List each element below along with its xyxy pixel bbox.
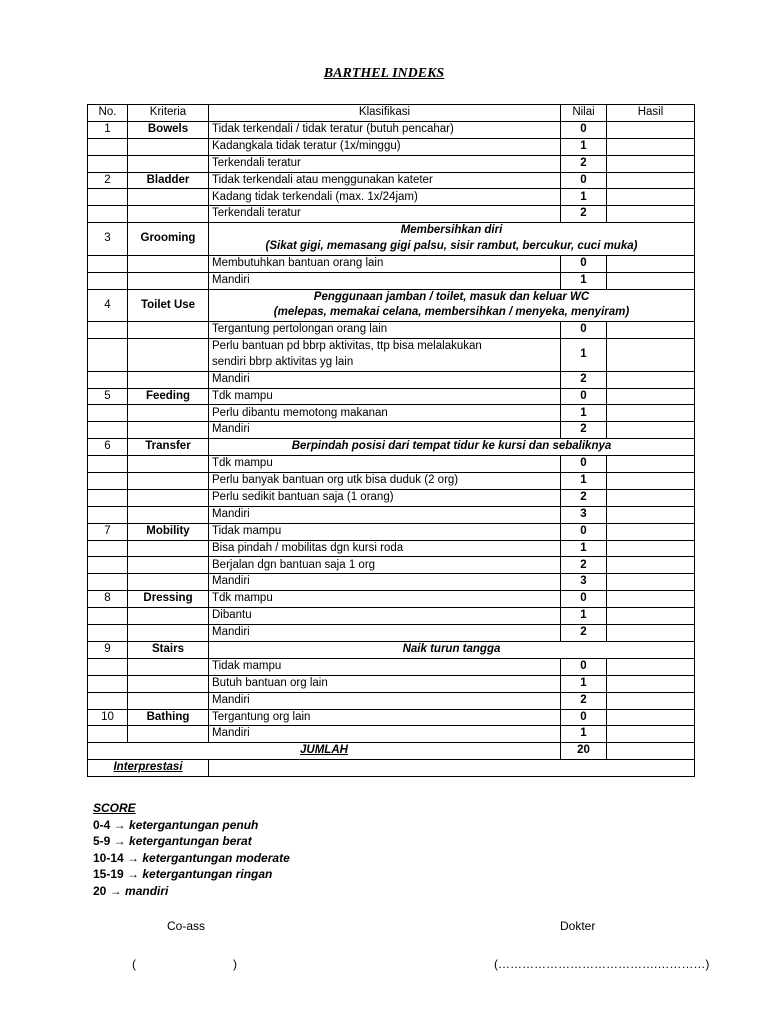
row-hasil — [607, 523, 695, 540]
row-kriteria: Toilet Use — [128, 289, 209, 322]
row-no — [88, 138, 128, 155]
row-klasifikasi — [209, 658, 561, 675]
row-no — [88, 155, 128, 172]
row-no — [88, 540, 128, 557]
row-kriteria — [128, 608, 209, 625]
row-nilai: 0 — [561, 172, 607, 189]
row-no — [88, 489, 128, 506]
row-hasil — [607, 456, 695, 473]
jumlah-label: JUMLAH — [300, 744, 348, 757]
row-no — [88, 506, 128, 523]
row-hasil — [607, 506, 695, 523]
table-row — [88, 223, 695, 256]
row-no: 3 — [88, 223, 128, 256]
coass-paren-close: ) — [233, 957, 237, 971]
row-kriteria — [128, 138, 209, 155]
klasifikasi-text: Mandiri — [212, 727, 250, 740]
row-hasil — [607, 121, 695, 138]
row-no: 1 — [88, 121, 128, 138]
row-hasil — [607, 405, 695, 422]
klasifikasi-text: Mandiri — [212, 575, 250, 588]
klasifikasi-text: Mandiri — [212, 626, 250, 639]
table-row — [88, 473, 695, 490]
row-nilai: 1 — [561, 675, 607, 692]
row-kriteria — [128, 557, 209, 574]
klasifikasi-text: Perlu bantuan pd bbrp aktivitas, ttp bisa melalakukan — [212, 340, 482, 353]
section-line: Penggunaan jamban / toilet, masuk dan keluar WC — [313, 290, 590, 303]
row-klasifikasi — [209, 692, 561, 709]
row-kriteria — [128, 489, 209, 506]
klasifikasi-text: Dibantu — [212, 609, 252, 622]
row-kriteria — [128, 456, 209, 473]
klasifikasi-text: Tidak mampu — [212, 659, 282, 672]
row-nilai: 2 — [561, 206, 607, 223]
row-nilai: 2 — [561, 625, 607, 642]
row-no — [88, 422, 128, 439]
barthel-table — [87, 104, 695, 777]
row-no: 8 — [88, 591, 128, 608]
row-no — [88, 557, 128, 574]
row-klasifikasi — [209, 608, 561, 625]
klasifikasi-text: Tidak terkendali / tidak teratur (butuh pencahar) — [212, 122, 454, 135]
table-row — [88, 289, 695, 322]
klasifikasi-text: Bisa pindah / mobilitas dgn kursi roda — [212, 541, 404, 554]
row-no — [88, 473, 128, 490]
table-row — [88, 675, 695, 692]
row-nilai: 1 — [561, 726, 607, 743]
row-no — [88, 726, 128, 743]
table-row — [88, 506, 695, 523]
klasifikasi-text: Tidak mampu — [212, 524, 282, 537]
section-description — [209, 289, 695, 322]
row-kriteria — [128, 726, 209, 743]
table-row — [88, 540, 695, 557]
row-hasil — [607, 692, 695, 709]
interpretasi-label-cell — [88, 760, 209, 777]
row-klasifikasi — [209, 625, 561, 642]
row-nilai: 0 — [561, 322, 607, 339]
row-hasil — [607, 339, 695, 372]
row-hasil — [607, 422, 695, 439]
row-kriteria: Feeding — [128, 388, 209, 405]
row-hasil — [607, 625, 695, 642]
row-no — [88, 625, 128, 642]
row-hasil — [607, 675, 695, 692]
row-kriteria — [128, 574, 209, 591]
row-klasifikasi — [209, 473, 561, 490]
row-hasil — [607, 658, 695, 675]
table-row — [88, 206, 695, 223]
klasifikasi-text: Mandiri — [212, 372, 250, 385]
row-hasil — [607, 608, 695, 625]
coass-paren-open: ( — [132, 957, 136, 971]
klasifikasi-text-2: sendiri bbrp aktivitas yg lain — [212, 355, 354, 368]
table-row — [88, 608, 695, 625]
arrow-icon: → — [110, 834, 130, 849]
table-row — [88, 121, 695, 138]
row-klasifikasi — [209, 121, 561, 138]
row-hasil — [607, 272, 695, 289]
row-nilai: 0 — [561, 255, 607, 272]
header-klasifikasi: Klasifikasi — [209, 105, 561, 122]
row-nilai: 0 — [561, 523, 607, 540]
header-kriteria: Kriteria — [128, 105, 209, 122]
row-no — [88, 658, 128, 675]
row-kriteria — [128, 339, 209, 372]
row-klasifikasi — [209, 557, 561, 574]
score-range: 10-14 — [93, 850, 124, 865]
klasifikasi-text: Tergantung org lain — [212, 710, 311, 723]
table-row — [88, 692, 695, 709]
row-kriteria — [128, 506, 209, 523]
table-row — [88, 339, 695, 372]
row-klasifikasi — [209, 422, 561, 439]
table-row — [88, 456, 695, 473]
row-no — [88, 339, 128, 372]
row-no: 9 — [88, 641, 128, 658]
row-kriteria: Bathing — [128, 709, 209, 726]
dokter-label: Dokter — [560, 919, 596, 933]
score-item — [93, 850, 290, 867]
row-klasifikasi — [209, 388, 561, 405]
row-nilai: 1 — [561, 608, 607, 625]
table-row — [88, 591, 695, 608]
score-item — [93, 817, 290, 834]
row-klasifikasi — [209, 540, 561, 557]
row-kriteria — [128, 540, 209, 557]
score-range: 15-19 — [93, 867, 124, 882]
row-kriteria — [128, 692, 209, 709]
klasifikasi-text: Tergantung pertolongan orang lain — [212, 323, 388, 336]
row-klasifikasi — [209, 574, 561, 591]
interpretasi-label: Interprestasi — [113, 761, 183, 774]
row-hasil — [607, 557, 695, 574]
table-row — [88, 255, 695, 272]
row-kriteria — [128, 189, 209, 206]
klasifikasi-text: Perlu dibantu memotong makanan — [212, 406, 388, 419]
section-description — [209, 439, 695, 456]
section-line: Berpindah posisi dari tempat tidur ke kursi dan sebaliknya — [291, 440, 612, 453]
row-klasifikasi — [209, 489, 561, 506]
table-row — [88, 371, 695, 388]
klasifikasi-text: Perlu sedikit bantuan saja (1 orang) — [212, 490, 394, 503]
table-row — [88, 388, 695, 405]
row-nilai: 1 — [561, 189, 607, 206]
klasifikasi-text: Terkendali teratur — [212, 156, 301, 169]
header-hasil: Hasil — [607, 105, 695, 122]
klasifikasi-text: Perlu banyak bantuan org utk bisa duduk (2 org) — [212, 474, 459, 487]
interpretasi-value — [209, 760, 695, 777]
row-hasil — [607, 155, 695, 172]
jumlah-nilai: 20 — [561, 743, 607, 760]
section-line-2: (Sikat gigi, memasang gigi palsu, sisir rambut, bercukur, cuci muka) — [265, 240, 638, 253]
klasifikasi-text: Butuh bantuan org lain — [212, 676, 328, 689]
row-no: 7 — [88, 523, 128, 540]
score-text: ketergantungan penuh — [129, 817, 259, 832]
row-nilai: 1 — [561, 272, 607, 289]
table-row — [88, 709, 695, 726]
row-no — [88, 675, 128, 692]
table-row — [88, 641, 695, 658]
row-kriteria — [128, 675, 209, 692]
row-hasil — [607, 322, 695, 339]
klasifikasi-text: Tdk mampu — [212, 389, 273, 402]
section-line: Naik turun tangga — [402, 642, 501, 655]
row-hasil — [607, 574, 695, 591]
score-item — [93, 833, 290, 850]
row-nilai: 1 — [561, 473, 607, 490]
table-row — [88, 439, 695, 456]
row-klasifikasi — [209, 155, 561, 172]
row-hasil — [607, 726, 695, 743]
row-nilai: 1 — [561, 405, 607, 422]
row-nilai: 0 — [561, 456, 607, 473]
table-row — [88, 322, 695, 339]
row-klasifikasi — [209, 172, 561, 189]
row-kriteria — [128, 255, 209, 272]
row-no — [88, 371, 128, 388]
klasifikasi-text: Tidak terkendali atau menggunakan kateter — [212, 173, 433, 186]
table-row — [88, 557, 695, 574]
score-text: ketergantungan ringan — [142, 867, 273, 882]
klasifikasi-text: Mandiri — [212, 693, 250, 706]
row-no — [88, 405, 128, 422]
row-kriteria — [128, 422, 209, 439]
klasifikasi-text: Mandiri — [212, 507, 250, 520]
row-no: 10 — [88, 709, 128, 726]
score-item — [93, 866, 290, 883]
arrow-icon: → — [123, 867, 143, 882]
klasifikasi-text: Kadang tidak terkendali (max. 1x/24jam) — [212, 190, 418, 203]
table-row — [88, 189, 695, 206]
table-header-row — [88, 105, 695, 122]
row-klasifikasi — [209, 523, 561, 540]
klasifikasi-text: Mandiri — [212, 423, 250, 436]
table-row — [88, 658, 695, 675]
row-nilai: 0 — [561, 709, 607, 726]
row-no — [88, 189, 128, 206]
row-no — [88, 272, 128, 289]
row-kriteria — [128, 272, 209, 289]
row-nilai: 1 — [561, 339, 607, 372]
row-klasifikasi — [209, 339, 561, 372]
row-hasil — [607, 540, 695, 557]
table-row — [88, 172, 695, 189]
row-nilai: 3 — [561, 574, 607, 591]
table-row — [88, 726, 695, 743]
row-kriteria: Dressing — [128, 591, 209, 608]
section-line-2: (melepas, memakai celana, membersihkan / menyeka, menyiram) — [273, 306, 630, 319]
row-klasifikasi — [209, 675, 561, 692]
row-nilai: 1 — [561, 138, 607, 155]
row-kriteria — [128, 658, 209, 675]
row-klasifikasi — [209, 726, 561, 743]
row-no: 5 — [88, 388, 128, 405]
row-kriteria: Grooming — [128, 223, 209, 256]
row-no: 2 — [88, 172, 128, 189]
row-hasil — [607, 138, 695, 155]
interpretasi-row — [88, 760, 695, 777]
row-nilai: 2 — [561, 557, 607, 574]
row-kriteria: Bowels — [128, 121, 209, 138]
table-row — [88, 422, 695, 439]
row-kriteria: Stairs — [128, 641, 209, 658]
row-klasifikasi — [209, 322, 561, 339]
table-row — [88, 272, 695, 289]
score-range: 20 — [93, 883, 107, 898]
header-no: No. — [88, 105, 128, 122]
table-row — [88, 138, 695, 155]
row-hasil — [607, 206, 695, 223]
score-item — [93, 883, 290, 900]
score-range: 0-4 — [93, 817, 111, 832]
klasifikasi-text: Tdk mampu — [212, 457, 273, 470]
row-kriteria: Transfer — [128, 439, 209, 456]
row-nilai: 2 — [561, 422, 607, 439]
row-klasifikasi — [209, 591, 561, 608]
row-nilai: 2 — [561, 489, 607, 506]
row-no — [88, 608, 128, 625]
score-text: mandiri — [125, 883, 169, 898]
row-no — [88, 322, 128, 339]
arrow-icon: → — [106, 883, 126, 898]
score-text: ketergantungan moderate — [142, 850, 290, 865]
arrow-icon: → — [123, 850, 143, 865]
table-row — [88, 489, 695, 506]
row-klasifikasi — [209, 506, 561, 523]
row-nilai: 2 — [561, 692, 607, 709]
row-nilai: 1 — [561, 540, 607, 557]
row-hasil — [607, 473, 695, 490]
score-legend — [93, 800, 290, 900]
row-kriteria — [128, 625, 209, 642]
arrow-icon: → — [110, 817, 130, 832]
jumlah-row — [88, 743, 695, 760]
row-kriteria — [128, 155, 209, 172]
row-hasil — [607, 388, 695, 405]
table-row — [88, 523, 695, 540]
klasifikasi-text: Terkendali teratur — [212, 207, 301, 220]
row-nilai: 2 — [561, 155, 607, 172]
coass-label: Co-ass — [167, 919, 206, 933]
table-row — [88, 574, 695, 591]
section-description — [209, 641, 695, 658]
row-hasil — [607, 591, 695, 608]
row-klasifikasi — [209, 456, 561, 473]
row-no — [88, 574, 128, 591]
row-klasifikasi — [209, 189, 561, 206]
jumlah-label-cell — [88, 743, 561, 760]
score-heading: SCORE — [93, 801, 136, 815]
row-klasifikasi — [209, 255, 561, 272]
section-line: Membersihkan diri — [400, 224, 503, 237]
row-kriteria — [128, 473, 209, 490]
klasifikasi-text: Kadangkala tidak teratur (1x/minggu) — [212, 139, 401, 152]
header-nilai: Nilai — [561, 105, 607, 122]
row-no: 4 — [88, 289, 128, 322]
row-klasifikasi — [209, 405, 561, 422]
row-nilai: 0 — [561, 121, 607, 138]
row-hasil — [607, 255, 695, 272]
row-no — [88, 456, 128, 473]
row-klasifikasi — [209, 272, 561, 289]
table-row — [88, 155, 695, 172]
section-description — [209, 223, 695, 256]
klasifikasi-text: Tdk mampu — [212, 592, 273, 605]
page-title: BARTHEL INDEKS — [323, 66, 445, 81]
table-row — [88, 625, 695, 642]
row-nilai: 0 — [561, 591, 607, 608]
row-nilai: 0 — [561, 658, 607, 675]
row-hasil — [607, 709, 695, 726]
row-klasifikasi — [209, 206, 561, 223]
row-no: 6 — [88, 439, 128, 456]
row-klasifikasi — [209, 138, 561, 155]
row-no — [88, 255, 128, 272]
row-kriteria — [128, 206, 209, 223]
row-hasil — [607, 172, 695, 189]
row-klasifikasi — [209, 709, 561, 726]
row-kriteria — [128, 371, 209, 388]
score-range: 5-9 — [93, 834, 111, 849]
row-nilai: 3 — [561, 506, 607, 523]
row-nilai: 2 — [561, 371, 607, 388]
row-klasifikasi — [209, 371, 561, 388]
row-kriteria — [128, 405, 209, 422]
row-no — [88, 206, 128, 223]
klasifikasi-text: Membutuhkan bantuan orang lain — [212, 256, 384, 269]
table-row — [88, 405, 695, 422]
row-hasil — [607, 371, 695, 388]
row-hasil — [607, 189, 695, 206]
row-nilai: 0 — [561, 388, 607, 405]
score-text: ketergantungan berat — [129, 834, 252, 849]
dokter-signature-line: (………………………………….…………) — [494, 957, 710, 971]
row-hasil — [607, 489, 695, 506]
klasifikasi-text: Berjalan dgn bantuan saja 1 org — [212, 558, 376, 571]
jumlah-hasil — [607, 743, 695, 760]
klasifikasi-text: Mandiri — [212, 273, 250, 286]
row-no — [88, 692, 128, 709]
row-kriteria — [128, 322, 209, 339]
row-kriteria: Mobility — [128, 523, 209, 540]
row-kriteria: Bladder — [128, 172, 209, 189]
